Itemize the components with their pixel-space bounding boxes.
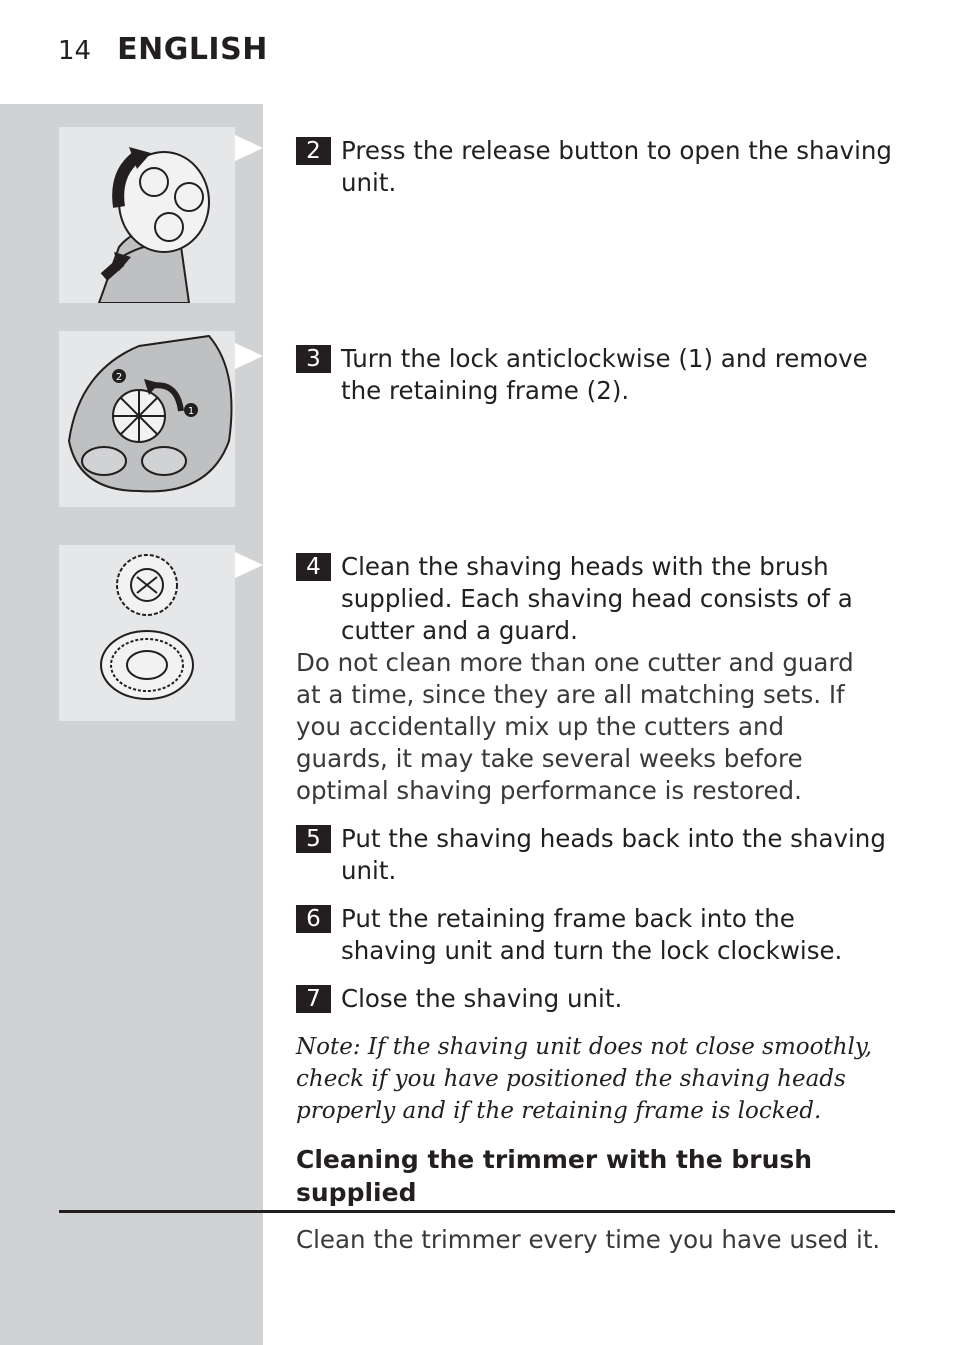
step-3: [296, 343, 896, 407]
step-number: 2: [296, 137, 331, 165]
retaining-frame-lock-illustration-icon: [59, 331, 235, 507]
step-text: Clean the shaving heads with the brush supplied. Each shaving head consists of a cutter and a guard.: [341, 552, 853, 645]
page-header: [58, 32, 268, 72]
step-text: Put the retaining frame back into the shaving unit and turn the lock clockwise.: [341, 904, 843, 965]
step-6: [296, 903, 896, 967]
step-text: Turn the lock anticlockwise (1) and remove the retaining frame (2).: [341, 344, 868, 405]
step-text: Put the shaving heads back into the shaving unit.: [341, 824, 886, 885]
figure-pointer: [235, 135, 263, 161]
section-body: Clean the trimmer every time you have used it.: [296, 1225, 881, 1254]
step-2: [296, 135, 896, 199]
step-4-detail: Do not clean more than one cutter and guard at a time, since they are all matching sets. If you accidentally mix up the cutters and guards, it may take several weeks before optimal shaving performance is restored.: [296, 648, 854, 805]
page-number: 14: [58, 36, 92, 66]
svg-text:1: 1: [187, 406, 195, 417]
step-number: 6: [296, 905, 331, 933]
shaver-open-unit-illustration-icon: [59, 127, 235, 303]
step-number: 7: [296, 985, 331, 1013]
step-number: 4: [296, 553, 331, 581]
step-number: 5: [296, 825, 331, 853]
step-7: [296, 983, 896, 1015]
step-text: Press the release button to open the shaving unit.: [341, 136, 892, 197]
svg-text:2: 2: [115, 372, 123, 383]
step-number: 3: [296, 345, 331, 373]
figure-pointer: [235, 552, 263, 578]
section-divider: [59, 1210, 895, 1213]
step-5: [296, 823, 896, 887]
cutter-and-guard-illustration-icon: [59, 545, 235, 721]
figure-pointer: [235, 343, 263, 369]
section-heading: Cleaning the trimmer with the brush supplied: [296, 1145, 813, 1207]
step-4-block: [296, 551, 896, 1209]
language-title: ENGLISH: [117, 32, 268, 67]
note-text: Note: If the shaving unit does not close smoothly, check if you have positioned the shaving heads properly and if the retaining frame is locked.: [296, 1034, 873, 1124]
step-text: Close the shaving unit.: [341, 984, 623, 1013]
